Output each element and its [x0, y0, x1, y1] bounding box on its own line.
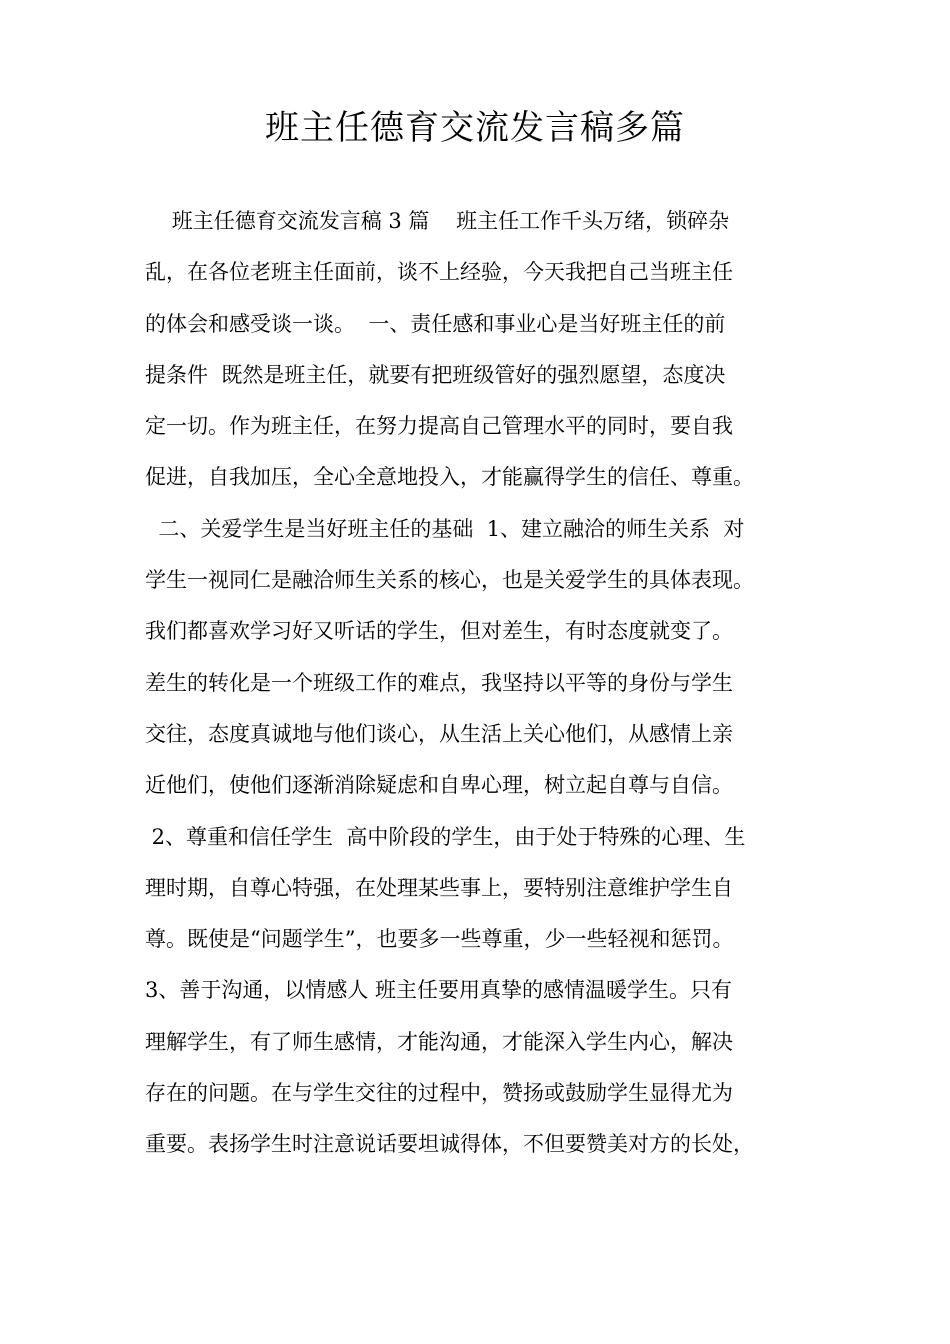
text-line: 尊。既使是“问题学生”，也要多一些尊重，少一些轻视和惩罚。 — [145, 927, 734, 952]
text-line: 重要。表扬学生时注意说话要坦诚得体，不但要赞美对方的长处， — [145, 1132, 754, 1157]
text-line: 理解学生，有了师生感情，才能沟通，才能深入学生内心，解决 — [145, 1029, 733, 1054]
text-line: 差生的转化是一个班级工作的难点，我坚持以平等的身份与学生 — [145, 670, 733, 695]
text-line: 存在的问题。在与学生交往的过程中，赞扬或鼓励学生显得尤为 — [145, 1081, 733, 1106]
text-line: 我们都喜欢学习好又听话的学生，但对差生，有时态度就变了。 — [145, 619, 733, 644]
document-title: 班主任德育交流发言稿多篇 — [265, 108, 685, 148]
text-line: 2、尊重和信任学生 高中阶段的学生，由于处于特殊的心理、生 — [145, 824, 746, 849]
text-line: 二、关爱学生是当好班主任的基础 1、建立融洽的师生关系 对 — [145, 516, 745, 541]
text-line: 乱，在各位老班主任面前，谈不上经验，今天我把自己当班主任 — [145, 260, 733, 285]
text-line: 定一切。作为班主任，在努力提高自己管理水平的同时，要自我 — [145, 414, 733, 439]
text-line: 交往，态度真诚地与他们谈心，从生活上关心他们，从感情上亲 — [145, 721, 733, 746]
text-line: 提条件 既然是班主任，就要有把班级管好的强烈愿望，态度决 — [145, 362, 726, 387]
text-line: 的体会和感受谈一谈。 一、责任感和事业心是当好班主任的前 — [145, 311, 726, 336]
text-line: 班主任德育交流发言稿 3 篇 班主任工作千头万绪，锁碎杂 — [145, 209, 730, 233]
text-line: 3、善于沟通，以情感人 班主任要用真挚的感情温暖学生。只有 — [145, 978, 733, 1003]
text-line: 学生一视同仁是融洽师生关系的核心，也是关爱学生的具体表现。 — [145, 568, 754, 593]
text-line: 促进，自我加压，全心全意地投入，才能赢得学生的信任、尊重。 — [145, 465, 754, 490]
text-line: 近他们，使他们逐渐消除疑虑和自卑心理，树立起自尊与自信。 — [145, 773, 733, 798]
text-line: 理时期，自尊心特强，在处理某些事上，要特别注意维护学生自 — [145, 875, 733, 900]
document-body — [145, 196, 817, 1171]
